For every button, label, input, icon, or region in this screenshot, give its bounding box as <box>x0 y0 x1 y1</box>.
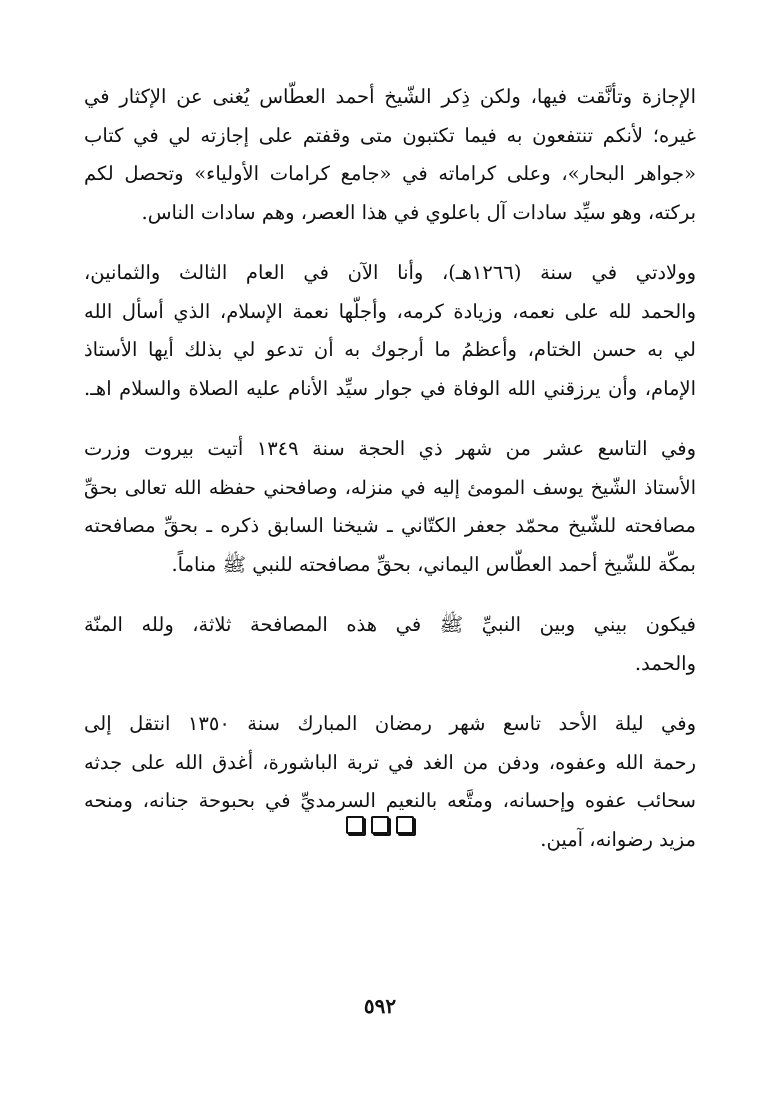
box-icon <box>346 816 364 834</box>
text-line: الإمام، وأن يرزقني الله الوفاة في جوار سيِّد الأنام عليه الصلاة والسلام اهـ. <box>84 376 696 400</box>
page-body <box>84 78 696 881</box>
text-line: بمكّة للشّيخ أحمد العطّاس اليماني، بحقِّ مصافحته للنبي ﷺ مناماً. <box>171 552 696 576</box>
page-number: ٥٩٢ <box>363 994 397 1018</box>
text-line: فيكون بيني وبين النبيِّ ﷺ في هذه المصافحة ثلاثة، ولله المنّة <box>84 613 696 636</box>
text-line: غيره؛ لأنكم تنتفعون به فيما تكتبون متى وقفتم على إجازته لي في كتاب <box>84 123 696 147</box>
text-line: مصافحته للشّيخ محمّد جعفر الكتّاني ـ شيخنا السابق ذكره ـ بحقِّ مصافحته <box>84 514 696 537</box>
text-line: وولادتي في سنة (١٢٦٦هـ)، وأنا الآن في العام الثالث والثمانين، <box>84 261 697 284</box>
text-line: بركته، وهو سيِّد سادات آل باعلوي في هذا العصر، وهم سادات الناس. <box>141 200 696 224</box>
paragraph-5 <box>84 705 696 859</box>
paragraph-1 <box>84 78 696 232</box>
text-line: سحائب عفوه وإحسانه، ومتَّعه بالنعيم السرمديِّ في بحبوحة جنانه، ومنحه <box>84 789 696 812</box>
three-boxes-separator-icon <box>0 816 760 834</box>
box-icon <box>396 816 414 834</box>
paragraph-4 <box>84 606 696 683</box>
text-line: «جواهر البحار»، وعلى كراماته في «جامع كرامات الأولياء» وتحصل لكم <box>84 162 696 185</box>
text-line: مزيد رضوانه، آمين. <box>540 827 696 851</box>
text-line: والحمد لله على نعمه، وزيادة كرمه، وأجلّها نعمة الإسلام، الذي أسأل الله <box>84 299 696 323</box>
text-line: الأستاذ الشّيخ يوسف المومئ إليه في منزله، وصافحني حفظه الله تعالى بحقِّ <box>84 476 696 499</box>
box-icon <box>371 816 389 834</box>
text-line: لي به حسن الختام، وأعظمُ ما أرجوك به أن تدعو لي بذلك أيها الأستاذ <box>84 338 696 361</box>
text-line: الإجازة وتأنَّقت فيها، ولكن ذِكر الشّيخ أحمد العطّاس يُغنى عن الإكثار في <box>84 85 696 108</box>
text-line: رحمة الله وعفوه، ودفن من الغد في تربة الباشورة، أغدق الله على جدثه <box>84 750 696 774</box>
paragraph-3 <box>84 430 696 584</box>
text-line: والحمد. <box>634 651 696 675</box>
text-line: وفي التاسع عشر من شهر ذي الحجة سنة ١٣٤٩ أتيت بيروت وزرت <box>84 437 696 460</box>
paragraph-2 <box>84 254 696 408</box>
text-line: وفي ليلة الأحد تاسع شهر رمضان المبارك سنة ١٣٥٠ انتقل إلى <box>84 712 696 735</box>
